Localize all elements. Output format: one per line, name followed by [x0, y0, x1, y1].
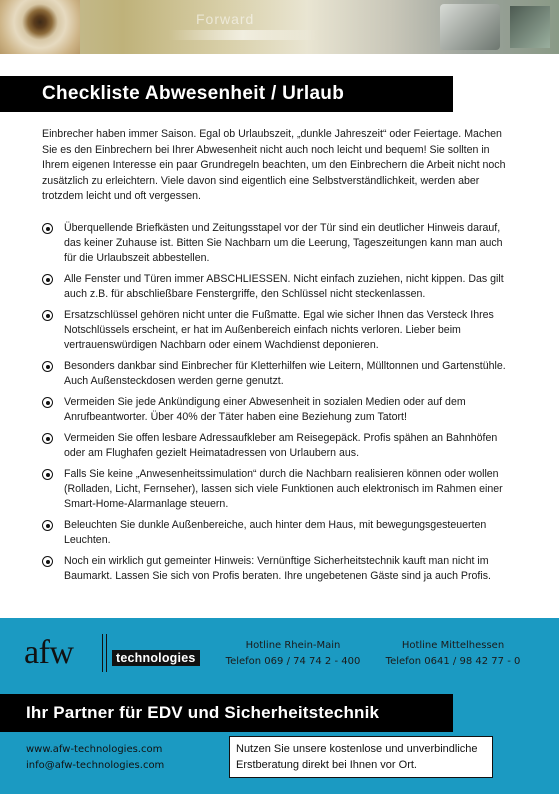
- header-banner-image: [0, 0, 559, 54]
- hotline-label: Hotline Rhein-Main: [245, 640, 341, 651]
- header-light-strip: [168, 30, 318, 40]
- forward-key-text: Forward: [196, 11, 255, 27]
- checklist-item-text: Falls Sie keine „Anwesenheitssimulation“ durch die Nachbarn realisieren können oder wollen (Rolladen, Licht, Fernseher), lassen sich viele Funktionen auch elektronisch im Rahmen einer Smart-Home-Alarmanlage steuern.: [64, 468, 503, 510]
- logo-divider: [106, 634, 107, 672]
- checklist-item-text: Ersatzschlüssel gehören nicht unter die Fußmatte. Egal wie sicher Ihnen das Versteck Ihres Notschlüssels erscheint, er hat im Außenbereich einfach nichts verloren. Lieber beim vertrauenswürdigen Nachbarn oder einem Wachdienst deponieren.: [64, 309, 494, 351]
- bullet-icon: [42, 469, 53, 480]
- bullet-icon: [42, 397, 53, 408]
- checklist: [42, 221, 512, 590]
- bullet-icon: [42, 433, 53, 444]
- company-logo-tagline: technologies: [112, 650, 200, 666]
- website-link[interactable]: www.afw-technologies.com: [26, 744, 163, 755]
- checklist-item: [42, 359, 512, 389]
- header-device-image: [440, 4, 500, 50]
- partner-bar: [0, 694, 453, 732]
- title-bar: [0, 76, 453, 112]
- eye-image: [0, 0, 80, 54]
- hotline-phone: Telefon 0641 / 98 42 77 - 0: [385, 656, 521, 667]
- checklist-item: [42, 272, 512, 302]
- hotline-phone: Telefon 069 / 74 74 2 - 400: [225, 656, 361, 667]
- intro-paragraph: Einbrecher haben immer Saison. Egal ob Urlaubszeit, „dunkle Jahreszeit“ oder Feiertage. Machen Sie es den Einbrechern bei Ihrer Abwesenheit nicht auch noch leicht und bequem! Sie sollten in Ihrem eigenen Interesse ein paar Grundregeln beachten, um den Einbrechern die Arbeit nicht noch zusätzlich zu erleichtern. Viele davon sind eigentlich eine Selbstverständlichkeit, werden aber trotzdem leicht und oft vergessen.: [42, 128, 506, 202]
- page-title: Checkliste Abwesenheit / Urlaub: [42, 83, 345, 104]
- bullet-icon: [42, 310, 53, 321]
- checklist-item: [42, 518, 512, 548]
- checklist-item-text: Beleuchten Sie dunkle Außenbereiche, auch hinter dem Haus, mit bewegungsgesteuerten Leuchten.: [64, 519, 487, 546]
- checklist-item-text: Vermeiden Sie offen lesbare Adressaufkleber am Reisegepäck. Profis spähen an Bahnhöfen oder am Flughafen gezielt Heimatadressen von Urlaubern aus.: [64, 432, 498, 459]
- partner-tagline: Ihr Partner für EDV und Sicherheitstechnik: [26, 703, 380, 722]
- checklist-item-text: Vermeiden Sie jede Ankündigung einer Abwesenheit in sozialen Medien oder auf dem Anrufbeantworter. Über 40% der Täter haben eine Beziehung zum Tatort!: [64, 396, 466, 423]
- bullet-icon: [42, 223, 53, 234]
- checklist-item: [42, 308, 512, 353]
- checklist-item: [42, 467, 512, 512]
- checklist-item: [42, 554, 512, 584]
- email-link[interactable]: info@afw-technologies.com: [26, 760, 165, 771]
- logo-divider: [102, 634, 103, 672]
- hotline-label: Hotline Mittelhessen: [401, 640, 505, 651]
- company-logo-wordmark: afw: [24, 634, 74, 671]
- hotline-mittelhessen: [378, 638, 528, 670]
- bullet-icon: [42, 361, 53, 372]
- checklist-item-text: Besonders dankbar sind Einbrecher für Kletterhilfen wie Leitern, Mülltonnen und Gartenstühle. Auch Außensteckdosen werden gerne genutzt.: [64, 360, 506, 387]
- bullet-icon: [42, 520, 53, 531]
- checklist-item-text: Noch ein wirklich gut gemeinter Hinweis: Vernünftige Sicherheitstechnik kauft man nicht im Baumarkt. Lassen Sie sich von Profis beraten. Ihre ungebetenen Gäste sind ja auch Profis.: [64, 555, 491, 582]
- checklist-item-text: Überquellende Briefkästen und Zeitungsstapel vor der Tür sind ein deutlicher Hinweis darauf, das keiner Zuhause ist. Bitten Sie Nachbarn um die Leerung, Tageszeitungen kann man auch für die Urlaubszeit abbestellen.: [64, 222, 503, 264]
- bullet-icon: [42, 556, 53, 567]
- checklist-item: [42, 431, 512, 461]
- contact-block: [26, 742, 164, 774]
- checklist-item: [42, 395, 512, 425]
- bullet-icon: [42, 274, 53, 285]
- consultation-callout: Nutzen Sie unsere kostenlose und unverbindliche Erstberatung direkt bei Ihnen vor Ort.: [229, 736, 493, 778]
- checklist-item: [42, 221, 512, 266]
- hotline-rhein-main: [218, 638, 368, 670]
- checklist-item-text: Alle Fenster und Türen immer ABSCHLIESSEN. Nicht einfach zuziehen, nicht kippen. Das gilt auch z.B. für abschließbare Fenstergriffe, den Schlüssel nicht steckenlassen.: [64, 273, 504, 300]
- header-device-image-2: [510, 6, 550, 48]
